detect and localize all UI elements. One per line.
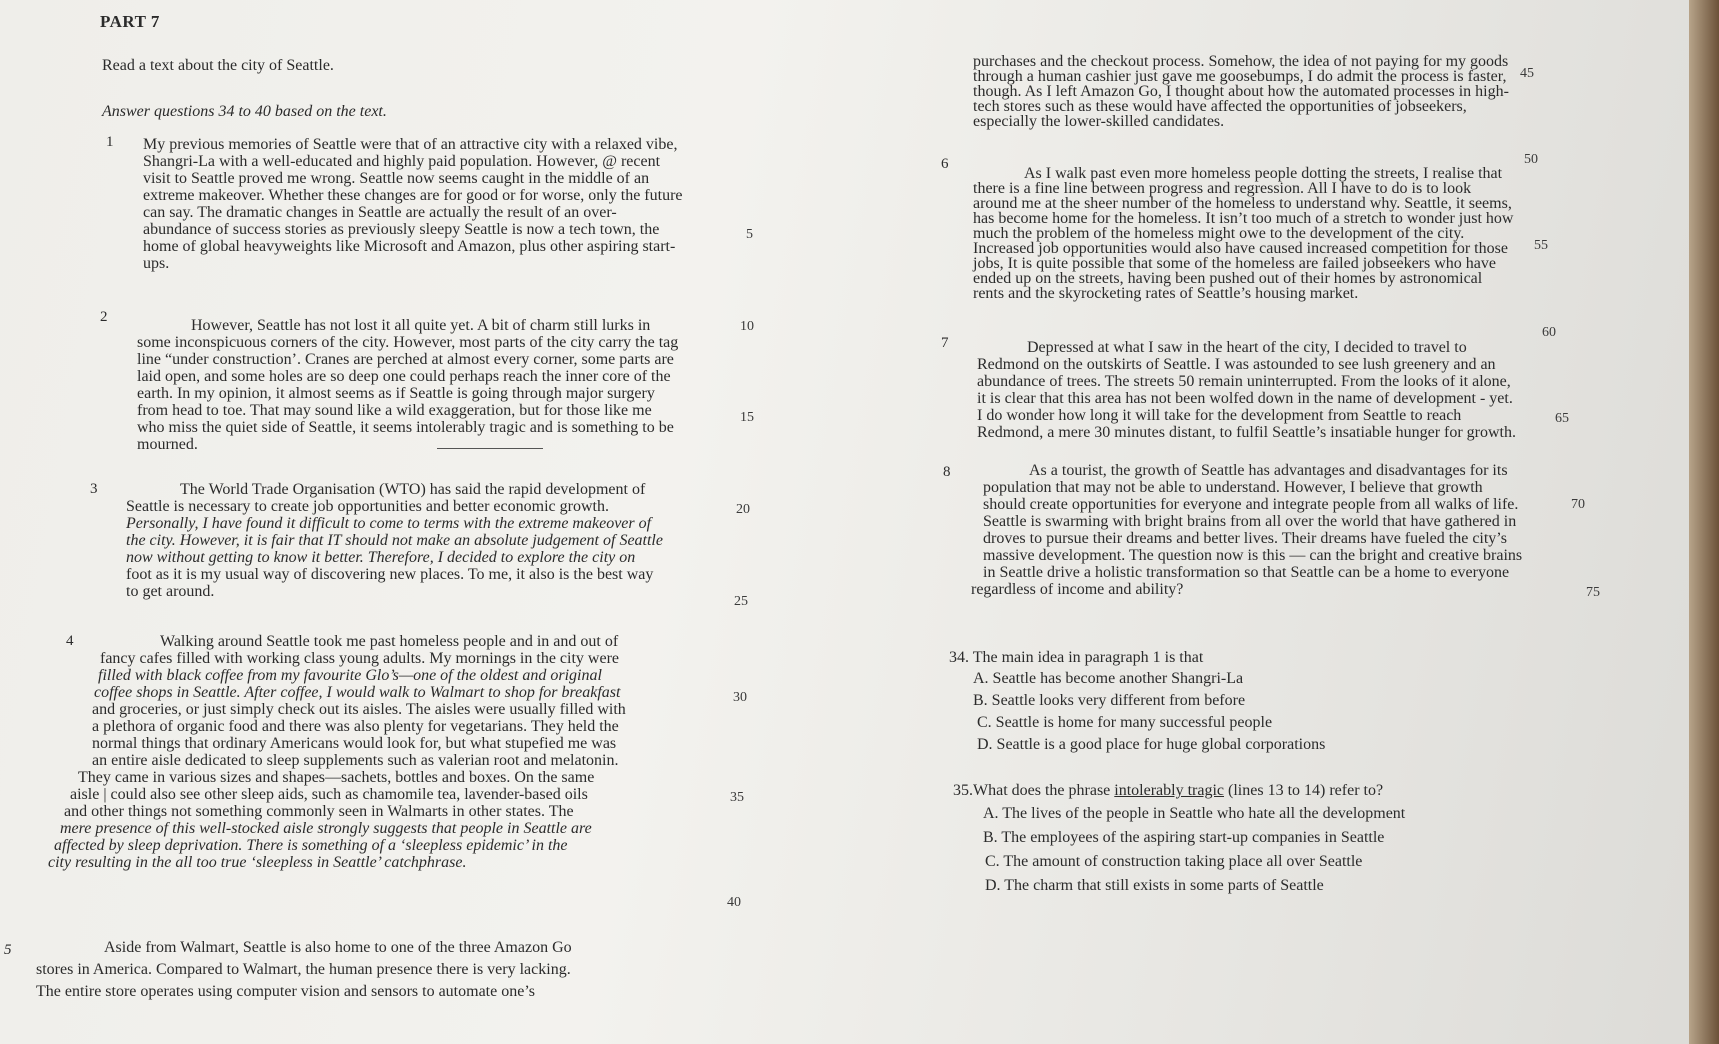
pencil-underline bbox=[437, 448, 543, 449]
text-line: Increased job opportunities would also have caused increased competition for those bbox=[973, 240, 1508, 257]
text-line: can say. The dramatic changes in Seattle are actually the result of an over- bbox=[143, 204, 617, 221]
text-line: jobs, It is quite possible that some of the homeless are failed jobseekers who have bbox=[973, 255, 1496, 272]
paragraph-5-continued bbox=[973, 54, 1509, 129]
text-line: The entire store operates using computer vision and sensors to automate one’s bbox=[36, 983, 535, 1000]
paragraph-number: 2 bbox=[100, 309, 108, 325]
text-line: now without getting to know it better. Therefore, I decided to explore the city on bbox=[126, 549, 636, 566]
text-line: coffee shops in Seattle. After coffee, I would walk to Walmart to shop for breakfast bbox=[94, 684, 621, 701]
text-line: purchases and the checkout process. Somehow, the idea of not paying for my goods bbox=[973, 53, 1509, 70]
text-line: Depressed at what I saw in the heart of the city, I decided to travel to bbox=[1027, 339, 1467, 356]
text-line: However, Seattle has not lost it all quite yet. A bit of charm still lurks in bbox=[191, 317, 651, 334]
text-line: population that may not be able to understand. However, I believe that growth bbox=[983, 479, 1483, 496]
paragraph-number: 8 bbox=[943, 464, 951, 480]
text-line: Seattle is swarming with bright brains from all over the world that have gathered in bbox=[983, 513, 1517, 530]
text-line: stores in America. Compared to Walmart, the human presence there is very lacking. bbox=[36, 961, 571, 978]
paragraph-5 bbox=[36, 937, 572, 1003]
line-number: 65 bbox=[1555, 411, 1569, 426]
line-number: 5 bbox=[746, 227, 753, 242]
text-line: much the problem of the homeless might owe to the development of the city. bbox=[973, 225, 1465, 242]
text-line: aisle | could also see other sleep aids, such as chamomile tea, lavender-based oils bbox=[70, 786, 588, 803]
text-line: Walking around Seattle took me past homeless people and in and out of bbox=[160, 633, 619, 650]
text-line: Seattle is necessary to create job opportunities and better economic growth. bbox=[126, 498, 609, 515]
text-line: rents and the skyrocketing rates of Seattle’s housing market. bbox=[973, 285, 1359, 302]
text-line: home of global heavyweights like Microsoft and Amazon, plus other aspiring start- bbox=[143, 238, 676, 255]
text-line: line “under construction’. Cranes are perched at almost every corner, some parts are bbox=[137, 351, 674, 368]
text-line: some inconspicuous corners of the city. However, most parts of the city carry the tag bbox=[137, 334, 679, 351]
line-number: 45 bbox=[1520, 66, 1534, 81]
paragraph-number: 3 bbox=[90, 481, 98, 497]
text-line: through a human cashier just gave me goosebumps, I do admit the process is faster, bbox=[973, 68, 1507, 85]
text-line: has become home for the homeless. It isn’t too much of a stretch to wonder just how bbox=[973, 210, 1514, 227]
answer-option[interactable]: A. The lives of the people in Seattle who hate all the development bbox=[983, 805, 1406, 822]
text-line: laid open, and some holes are so deep one could perhaps reach the inner core of the bbox=[137, 368, 671, 385]
text-line: a plethora of organic food and there was also plenty for vegetarians. They held the bbox=[92, 718, 619, 735]
text-line: mere presence of this well-stocked aisle strongly suggests that people in Seattle are bbox=[60, 820, 592, 837]
instruction-text: Answer questions 34 to 40 based on the text. bbox=[102, 103, 387, 120]
paragraph-8 bbox=[971, 462, 1523, 598]
line-number: 25 bbox=[734, 594, 748, 609]
text-line: tech stores such as these would have affected the opportunities of jobseekers, bbox=[973, 98, 1467, 115]
text-line: from head to toe. That may sound like a wild exaggeration, but for those like me bbox=[137, 402, 652, 419]
text-line: abundance of success stories as previously sleepy Seattle is now a tech town, the bbox=[143, 221, 660, 238]
answer-option[interactable]: B. The employees of the aspiring start-up companies in Seattle bbox=[983, 829, 1385, 846]
line-number: 20 bbox=[736, 502, 750, 517]
text-line: and groceries, or just simply check out its aisles. The aisles were usually filled with bbox=[92, 701, 626, 718]
text-line: affected by sleep deprivation. There is something of a ‘sleepless epidemic’ in the bbox=[54, 837, 568, 854]
text-line: city resulting in the all too true ‘sleepless in Seattle’ catchphrase. bbox=[48, 854, 467, 871]
line-number: 35 bbox=[730, 790, 744, 805]
line-number: 50 bbox=[1524, 152, 1538, 167]
text-line: fancy cafes filled with working class young adults. My mornings in the city were bbox=[100, 650, 619, 667]
question-stem: 35.What does the phrase bbox=[953, 782, 1115, 799]
paragraph-number: 7 bbox=[941, 335, 949, 351]
text-line: earth. In my opinion, it almost seems as if Seattle is going through major surgery bbox=[137, 385, 655, 402]
line-number: 10 bbox=[740, 319, 754, 334]
text-line: abundance of trees. The streets 50 remain uninterrupted. From the looks of it alone, bbox=[977, 373, 1511, 390]
question-stem: (lines 13 to 14) refer to? bbox=[1224, 782, 1384, 799]
text-line: regardless of income and ability? bbox=[971, 581, 1184, 598]
line-number: 55 bbox=[1534, 238, 1548, 253]
text-line: foot as it is my usual way of discovering new places. To me, it also is the best way bbox=[126, 566, 654, 583]
text-line: My previous memories of Seattle were that of an attractive city with a relaxed vibe, bbox=[143, 136, 678, 153]
text-line: ended up on the streets, having been pushed out of their homes by astronomical bbox=[973, 270, 1483, 287]
text-line: massive development. The question now is this — can the bright and creative brains bbox=[983, 547, 1523, 564]
line-number: 15 bbox=[740, 410, 754, 425]
paragraph-4 bbox=[48, 633, 626, 871]
text-line: filled with black coffee from my favourite Glo’s—one of the oldest and original bbox=[98, 667, 602, 684]
answer-option[interactable]: C. Seattle is home for many successful people bbox=[977, 714, 1273, 731]
text-line: who miss the quiet side of Seattle, it seems intolerably tragic and is something to be bbox=[137, 419, 674, 436]
text-line: As a tourist, the growth of Seattle has advantages and disadvantages for its bbox=[1029, 462, 1508, 479]
text-line: droves to pursue their dreams and better lives. Their dreams have fueled the city’s bbox=[983, 530, 1507, 547]
table-edge bbox=[1689, 0, 1719, 1044]
question-35 bbox=[953, 782, 1383, 800]
text-line: especially the lower-skilled candidates. bbox=[973, 113, 1225, 130]
text-line: in Seattle drive a holistic transformation so that Seattle can be a home to everyone bbox=[983, 564, 1510, 581]
answer-option[interactable]: A. Seattle has become another Shangri-La bbox=[973, 670, 1244, 687]
text-line: I do wonder how long it will take for the development from Seattle to reach bbox=[977, 407, 1462, 424]
paragraph-number: 1 bbox=[106, 134, 114, 150]
text-line: Personally, I have found it difficult to come to terms with the extreme makeover of bbox=[126, 515, 652, 532]
paragraph-number: 4 bbox=[66, 633, 74, 649]
paragraph-7 bbox=[977, 339, 1516, 441]
text-line: an entire aisle dedicated to sleep supplements such as valerian root and melatonin. bbox=[92, 752, 619, 769]
text-line: As I walk past even more homeless people dotting the streets, I realise that bbox=[1024, 165, 1503, 182]
paragraph-1 bbox=[143, 136, 683, 272]
paragraph-number: 6 bbox=[941, 156, 949, 172]
line-number: 40 bbox=[727, 895, 741, 910]
answer-option[interactable]: D. The charm that still exists in some parts of Seattle bbox=[985, 877, 1324, 894]
text-line: mourned. bbox=[137, 436, 198, 453]
line-number: 70 bbox=[1571, 497, 1585, 512]
text-line: The World Trade Organisation (WTO) has said the rapid development of bbox=[180, 481, 646, 498]
part-heading: PART 7 bbox=[100, 12, 160, 31]
text-line: Aside from Walmart, Seattle is also home to one of the three Amazon Go bbox=[104, 939, 572, 956]
text-line: visit to Seattle proved me wrong. Seattle now seems caught in the middle of an bbox=[143, 170, 650, 187]
answer-option[interactable]: B. Seattle looks very different from before bbox=[973, 692, 1246, 709]
text-line: and other things not something commonly seen in Walmarts in other states. The bbox=[64, 803, 574, 820]
text-line: there is a fine line between progress and regression. All I have to do is to look bbox=[973, 180, 1472, 197]
text-line: Redmond on the outskirts of Seattle. I was astounded to see lush greenery and an bbox=[977, 356, 1496, 373]
answer-option[interactable]: C. The amount of construction taking place all over Seattle bbox=[985, 853, 1363, 870]
paragraph-number: 5 bbox=[4, 942, 12, 958]
question-phrase: intolerably tragic bbox=[1114, 782, 1225, 799]
intro-text: Read a text about the city of Seattle. bbox=[102, 57, 334, 74]
question-34: 34. The main idea in paragraph 1 is that bbox=[949, 649, 1204, 666]
paragraph-2 bbox=[137, 317, 678, 453]
text-line: around me at the sheer number of the homeless to understand why. Seattle, it seems, bbox=[973, 195, 1512, 212]
answer-option[interactable]: D. Seattle is a good place for huge global corporations bbox=[977, 736, 1326, 753]
line-number: 75 bbox=[1586, 585, 1600, 600]
text-line: extreme makeover. Whether these changes are for good or for worse, only the future bbox=[143, 187, 683, 204]
text-line: Redmond, a mere 30 minutes distant, to fulfil Seattle’s insatiable hunger for growth. bbox=[977, 424, 1516, 441]
text-line: ups. bbox=[143, 255, 170, 272]
text-line: should create opportunities for everyone and integrate people from all walks of life. bbox=[983, 496, 1519, 513]
line-number: 30 bbox=[733, 690, 747, 705]
text-line: to get around. bbox=[126, 583, 215, 600]
text-line: though. As I left Amazon Go, I thought about how the automated processes in high- bbox=[973, 83, 1509, 100]
text-line: it is clear that this area has not been wolfed down in the name of development - yet. bbox=[977, 390, 1513, 407]
text-line: They came in various sizes and shapes—sachets, bottles and boxes. On the same bbox=[78, 769, 595, 786]
paragraph-6 bbox=[973, 166, 1513, 301]
text-line: normal things that ordinary Americans would look for, but what stupefied me was bbox=[92, 735, 617, 752]
text-line: Shangri-La with a well-educated and highly paid population. However, @ recent bbox=[143, 153, 661, 170]
text-line: the city. However, it is fair that IT should not make an absolute judgement of Seattle bbox=[126, 532, 663, 549]
line-number: 60 bbox=[1542, 325, 1556, 340]
paragraph-3 bbox=[126, 481, 663, 600]
